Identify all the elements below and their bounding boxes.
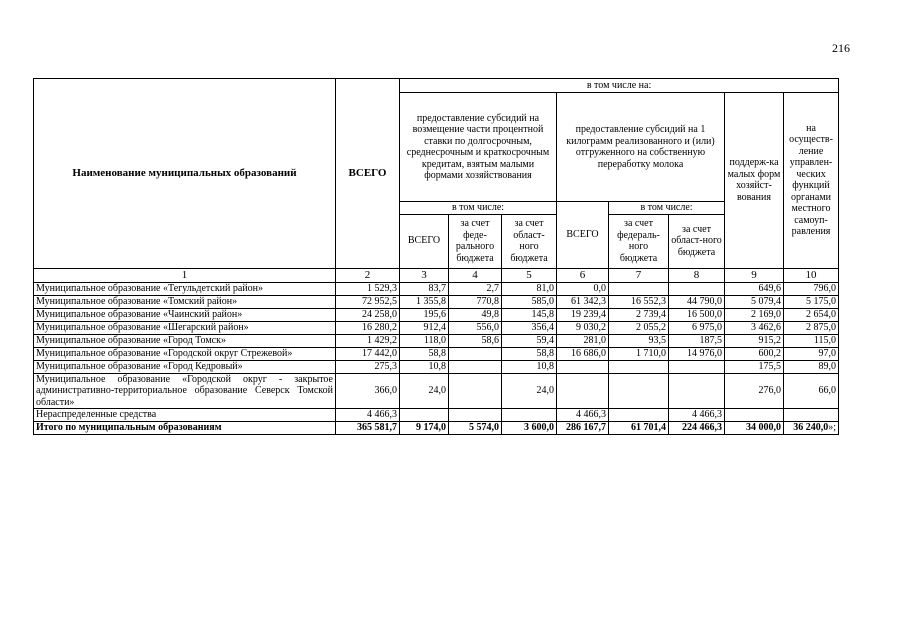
header-group1-total: ВСЕГО (400, 214, 449, 268)
cell-g1-total: 58,8 (400, 347, 449, 360)
row-name: Муниципальное образование «Томский район» (34, 295, 336, 308)
cell-g2-total: 0,0 (557, 282, 609, 295)
total-cell-last (784, 422, 839, 435)
cell-g2-federal: 1 710,0 (609, 347, 669, 360)
cell-g1-federal: 49,8 (449, 308, 502, 321)
cell-management: 5 175,0 (784, 295, 839, 308)
cell-small-farms: 3 462,6 (725, 321, 784, 334)
cell-g1-regional (502, 409, 557, 422)
total-cell: 34 000,0 (725, 422, 784, 435)
total-cell: 61 701,4 (609, 422, 669, 435)
column-number: 3 (400, 268, 449, 282)
cell-g2-regional (669, 282, 725, 295)
cell-total: 72 952,5 (336, 295, 400, 308)
cell-g1-regional: 24,0 (502, 373, 557, 409)
cell-total: 275,3 (336, 360, 400, 373)
header-total-column: ВСЕГО (336, 79, 400, 269)
header-group2-including: в том числе: (609, 202, 725, 215)
cell-g2-regional: 4 466,3 (669, 409, 725, 422)
cell-management: 66,0 (784, 373, 839, 409)
table-row (34, 282, 839, 295)
header-group2-total: ВСЕГО (557, 202, 609, 269)
cell-small-farms: 276,0 (725, 373, 784, 409)
header-group2-regional: за счет област-ного бюджета (669, 214, 725, 268)
table-row (34, 409, 839, 422)
cell-g1-regional: 81,0 (502, 282, 557, 295)
column-number: 6 (557, 268, 609, 282)
total-cell: 224 466,3 (669, 422, 725, 435)
cell-g2-federal (609, 360, 669, 373)
cell-g2-federal (609, 282, 669, 295)
table-row (34, 308, 839, 321)
cell-g1-total: 912,4 (400, 321, 449, 334)
cell-g1-total: 1 355,8 (400, 295, 449, 308)
cell-g2-regional: 16 500,0 (669, 308, 725, 321)
row-name: Муниципальное образование «Городской округ - закрытое административно-территориальное образование Северск Томской области» (34, 373, 336, 409)
cell-small-farms (725, 409, 784, 422)
total-label: Итого по муниципальным образованиям (34, 422, 336, 435)
cell-total: 366,0 (336, 373, 400, 409)
cell-g2-federal: 2 055,2 (609, 321, 669, 334)
total-cell: 286 167,7 (557, 422, 609, 435)
cell-management: 2 654,0 (784, 308, 839, 321)
column-number: 10 (784, 268, 839, 282)
cell-g1-federal: 556,0 (449, 321, 502, 334)
row-name: Муниципальное образование «Шегарский район» (34, 321, 336, 334)
cell-small-farms: 649,6 (725, 282, 784, 295)
cell-small-farms: 2 169,0 (725, 308, 784, 321)
total-cell: 365 581,7 (336, 422, 400, 435)
row-name: Нераспределенные средства (34, 409, 336, 422)
cell-g1-total: 24,0 (400, 373, 449, 409)
cell-g2-total (557, 360, 609, 373)
cell-management: 97,0 (784, 347, 839, 360)
cell-g2-federal (609, 409, 669, 422)
row-name: Муниципальное образование «Городской округ Стрежевой» (34, 347, 336, 360)
total-value: 36 240,0 (793, 422, 829, 434)
cell-g1-total: 195,6 (400, 308, 449, 321)
column-number: 4 (449, 268, 502, 282)
header-including: в том числе на: (400, 79, 839, 93)
cell-g1-regional: 145,8 (502, 308, 557, 321)
cell-g1-total: 10,8 (400, 360, 449, 373)
cell-total: 1 429,2 (336, 334, 400, 347)
cell-g2-regional (669, 360, 725, 373)
cell-small-farms: 5 079,4 (725, 295, 784, 308)
cell-g1-federal: 58,6 (449, 334, 502, 347)
cell-g1-federal (449, 409, 502, 422)
cell-g2-total: 19 239,4 (557, 308, 609, 321)
header-name-column: Наименование муниципальных образований (34, 79, 336, 269)
cell-g2-federal: 93,5 (609, 334, 669, 347)
column-number: 7 (609, 268, 669, 282)
cell-total: 17 442,0 (336, 347, 400, 360)
column-number: 8 (669, 268, 725, 282)
cell-management: 115,0 (784, 334, 839, 347)
cell-g2-total: 16 686,0 (557, 347, 609, 360)
cell-g2-regional: 187,5 (669, 334, 725, 347)
table-row (34, 347, 839, 360)
cell-total: 24 258,0 (336, 308, 400, 321)
cell-g1-regional: 585,0 (502, 295, 557, 308)
cell-g1-total: 83,7 (400, 282, 449, 295)
cell-g1-regional: 356,4 (502, 321, 557, 334)
cell-g2-total: 61 342,3 (557, 295, 609, 308)
cell-g1-federal (449, 373, 502, 409)
total-row (34, 422, 839, 435)
cell-g1-total (400, 409, 449, 422)
closing-quote: »; (828, 422, 837, 434)
total-cell: 3 600,0 (502, 422, 557, 435)
cell-g2-regional: 6 975,0 (669, 321, 725, 334)
cell-g2-federal: 16 552,3 (609, 295, 669, 308)
cell-management: 2 875,0 (784, 321, 839, 334)
header-col9: поддерж-ка малых форм хозяйст-вования (725, 93, 784, 269)
cell-small-farms: 175,5 (725, 360, 784, 373)
column-number: 5 (502, 268, 557, 282)
cell-management: 796,0 (784, 282, 839, 295)
table-row (34, 334, 839, 347)
cell-g1-federal (449, 347, 502, 360)
subsidy-table (33, 78, 839, 435)
table-row (34, 321, 839, 334)
table-row (34, 295, 839, 308)
table-row (34, 373, 839, 409)
cell-g2-total: 9 030,2 (557, 321, 609, 334)
total-cell: 5 574,0 (449, 422, 502, 435)
cell-g1-federal (449, 360, 502, 373)
header-col10: на осуществ-ление управлен-ческих функций органами местного самоуп-равления (784, 93, 839, 269)
table-row (34, 360, 839, 373)
cell-management (784, 409, 839, 422)
page-number: 216 (832, 41, 850, 55)
cell-g2-regional: 14 976,0 (669, 347, 725, 360)
column-number: 1 (34, 268, 336, 282)
row-name: Муниципальное образование «Город Кедровый» (34, 360, 336, 373)
cell-g2-regional (669, 373, 725, 409)
cell-g2-total: 281,0 (557, 334, 609, 347)
cell-management: 89,0 (784, 360, 839, 373)
column-number: 2 (336, 268, 400, 282)
header-group1-regional: за счет област-ного бюджета (502, 214, 557, 268)
header-group1-title: предоставление субсидий на возмещение части процентной ставки по долгосрочным, среднесрочным и краткосрочным кредитам, взятым малыми формами хозяйствования (400, 93, 557, 202)
cell-g1-regional: 10,8 (502, 360, 557, 373)
row-name: Муниципальное образование «Тегульдетский район» (34, 282, 336, 295)
cell-small-farms: 915,2 (725, 334, 784, 347)
cell-g2-federal (609, 373, 669, 409)
header-group1-including: в том числе: (400, 202, 557, 215)
header-group2-title: предоставление субсидий на 1 килограмм реализованного и (или) отгруженного на собственную переработку молока (557, 93, 725, 202)
cell-g2-regional: 44 790,0 (669, 295, 725, 308)
column-numbers-row (34, 268, 839, 282)
cell-g2-total (557, 373, 609, 409)
row-name: Муниципальное образование «Город Томск» (34, 334, 336, 347)
cell-g1-regional: 59,4 (502, 334, 557, 347)
header-group1-federal: за счет феде-рального бюджета (449, 214, 502, 268)
cell-total: 16 280,2 (336, 321, 400, 334)
cell-g1-federal: 2,7 (449, 282, 502, 295)
row-name: Муниципальное образование «Чаинский район» (34, 308, 336, 321)
cell-g1-regional: 58,8 (502, 347, 557, 360)
column-number: 9 (725, 268, 784, 282)
cell-small-farms: 600,2 (725, 347, 784, 360)
cell-g2-federal: 2 739,4 (609, 308, 669, 321)
total-cell: 9 174,0 (400, 422, 449, 435)
cell-total: 1 529,3 (336, 282, 400, 295)
cell-g1-federal: 770,8 (449, 295, 502, 308)
cell-g1-total: 118,0 (400, 334, 449, 347)
header-group2-federal: за счет федераль-ного бюджета (609, 214, 669, 268)
cell-total: 4 466,3 (336, 409, 400, 422)
cell-g2-total: 4 466,3 (557, 409, 609, 422)
